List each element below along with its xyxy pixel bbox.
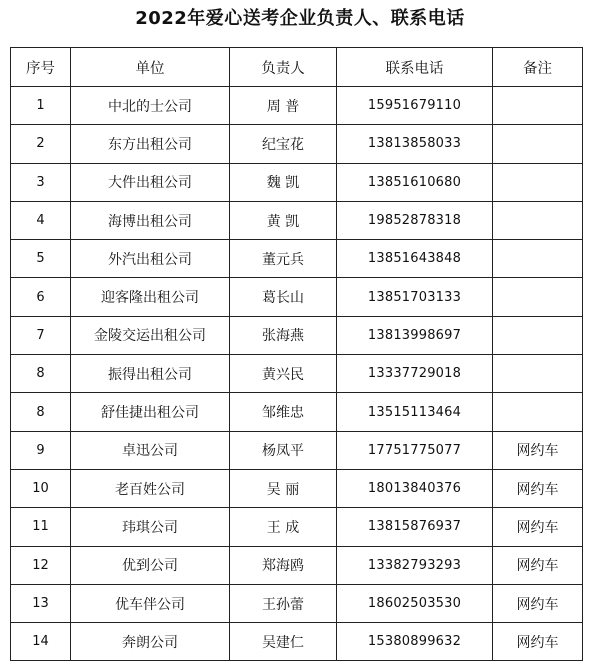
cell-person: 吴建仁 xyxy=(230,623,337,661)
cell-phone: 19852878318 xyxy=(337,201,493,239)
table-body xyxy=(11,87,583,661)
cell-unit: 迎客隆出租公司 xyxy=(71,278,230,316)
cell-no: 6 xyxy=(11,278,71,316)
page-bottom-edge xyxy=(0,665,600,671)
cell-note xyxy=(493,316,583,354)
cell-phone: 18013840376 xyxy=(337,469,493,507)
table-row xyxy=(11,87,583,125)
contacts-table xyxy=(10,47,583,661)
cell-note: 网约车 xyxy=(493,431,583,469)
cell-no: 14 xyxy=(11,623,71,661)
cell-note xyxy=(493,240,583,278)
cell-unit: 中北的士公司 xyxy=(71,87,230,125)
cell-note xyxy=(493,393,583,431)
cell-no: 4 xyxy=(11,201,71,239)
table-row xyxy=(11,278,583,316)
cell-no: 11 xyxy=(11,508,71,546)
header-unit: 单位 xyxy=(71,48,230,87)
table-row xyxy=(11,546,583,584)
cell-person: 董元兵 xyxy=(230,240,337,278)
cell-person: 郑海鸥 xyxy=(230,546,337,584)
cell-unit: 舒佳捷出租公司 xyxy=(71,393,230,431)
table-row xyxy=(11,584,583,622)
table-row xyxy=(11,431,583,469)
cell-person: 周 普 xyxy=(230,87,337,125)
cell-unit: 卓迅公司 xyxy=(71,431,230,469)
header-no: 序号 xyxy=(11,48,71,87)
cell-unit: 金陵交运出租公司 xyxy=(71,316,230,354)
cell-phone: 13815876937 xyxy=(337,508,493,546)
cell-no: 9 xyxy=(11,431,71,469)
header-phone: 联系电话 xyxy=(337,48,493,87)
cell-phone: 13515113464 xyxy=(337,393,493,431)
cell-person: 邹维忠 xyxy=(230,393,337,431)
cell-note: 网约车 xyxy=(493,584,583,622)
cell-unit: 海博出租公司 xyxy=(71,201,230,239)
cell-no: 5 xyxy=(11,240,71,278)
cell-phone: 18602503530 xyxy=(337,584,493,622)
table-row xyxy=(11,393,583,431)
table-row xyxy=(11,623,583,661)
table-row xyxy=(11,316,583,354)
cell-no: 13 xyxy=(11,584,71,622)
cell-person: 杨凤平 xyxy=(230,431,337,469)
cell-phone: 13813998697 xyxy=(337,316,493,354)
table-row xyxy=(11,163,583,201)
cell-unit: 玮琪公司 xyxy=(71,508,230,546)
table-row xyxy=(11,355,583,393)
cell-no: 8 xyxy=(11,355,71,393)
cell-unit: 优到公司 xyxy=(71,546,230,584)
cell-note xyxy=(493,87,583,125)
cell-person: 吴 丽 xyxy=(230,469,337,507)
cell-phone: 13851703133 xyxy=(337,278,493,316)
table-row xyxy=(11,240,583,278)
cell-person: 葛长山 xyxy=(230,278,337,316)
cell-note: 网约车 xyxy=(493,508,583,546)
table-row xyxy=(11,201,583,239)
cell-phone: 17751775077 xyxy=(337,431,493,469)
cell-no: 7 xyxy=(11,316,71,354)
table-row xyxy=(11,125,583,163)
table-row xyxy=(11,469,583,507)
document-title: 2022年爱心送考企业负责人、联系电话 xyxy=(135,8,465,29)
table-row xyxy=(11,508,583,546)
table-header-row xyxy=(11,48,583,87)
cell-no: 10 xyxy=(11,469,71,507)
cell-phone: 13851643848 xyxy=(337,240,493,278)
cell-unit: 大件出租公司 xyxy=(71,163,230,201)
cell-person: 纪宝花 xyxy=(230,125,337,163)
cell-unit: 振得出租公司 xyxy=(71,355,230,393)
cell-phone: 13337729018 xyxy=(337,355,493,393)
cell-phone: 13851610680 xyxy=(337,163,493,201)
cell-unit: 外汽出租公司 xyxy=(71,240,230,278)
cell-unit: 奔朗公司 xyxy=(71,623,230,661)
cell-unit: 老百姓公司 xyxy=(71,469,230,507)
cell-person: 魏 凯 xyxy=(230,163,337,201)
cell-note xyxy=(493,163,583,201)
cell-person: 黄兴民 xyxy=(230,355,337,393)
header-person: 负责人 xyxy=(230,48,337,87)
cell-phone: 13382793293 xyxy=(337,546,493,584)
header-note: 备注 xyxy=(493,48,583,87)
cell-note xyxy=(493,278,583,316)
cell-note xyxy=(493,355,583,393)
cell-person: 王 成 xyxy=(230,508,337,546)
cell-person: 黄 凯 xyxy=(230,201,337,239)
cell-unit: 东方出租公司 xyxy=(71,125,230,163)
cell-no: 1 xyxy=(11,87,71,125)
cell-no: 8 xyxy=(11,393,71,431)
cell-note xyxy=(493,125,583,163)
cell-person: 张海燕 xyxy=(230,316,337,354)
cell-unit: 优车伴公司 xyxy=(71,584,230,622)
cell-note: 网约车 xyxy=(493,546,583,584)
cell-note xyxy=(493,201,583,239)
cell-note: 网约车 xyxy=(493,623,583,661)
cell-no: 12 xyxy=(11,546,71,584)
cell-person: 王孙蕾 xyxy=(230,584,337,622)
cell-phone: 15380899632 xyxy=(337,623,493,661)
cell-no: 3 xyxy=(11,163,71,201)
cell-note: 网约车 xyxy=(493,469,583,507)
cell-phone: 15951679110 xyxy=(337,87,493,125)
cell-phone: 13813858033 xyxy=(337,125,493,163)
cell-no: 2 xyxy=(11,125,71,163)
